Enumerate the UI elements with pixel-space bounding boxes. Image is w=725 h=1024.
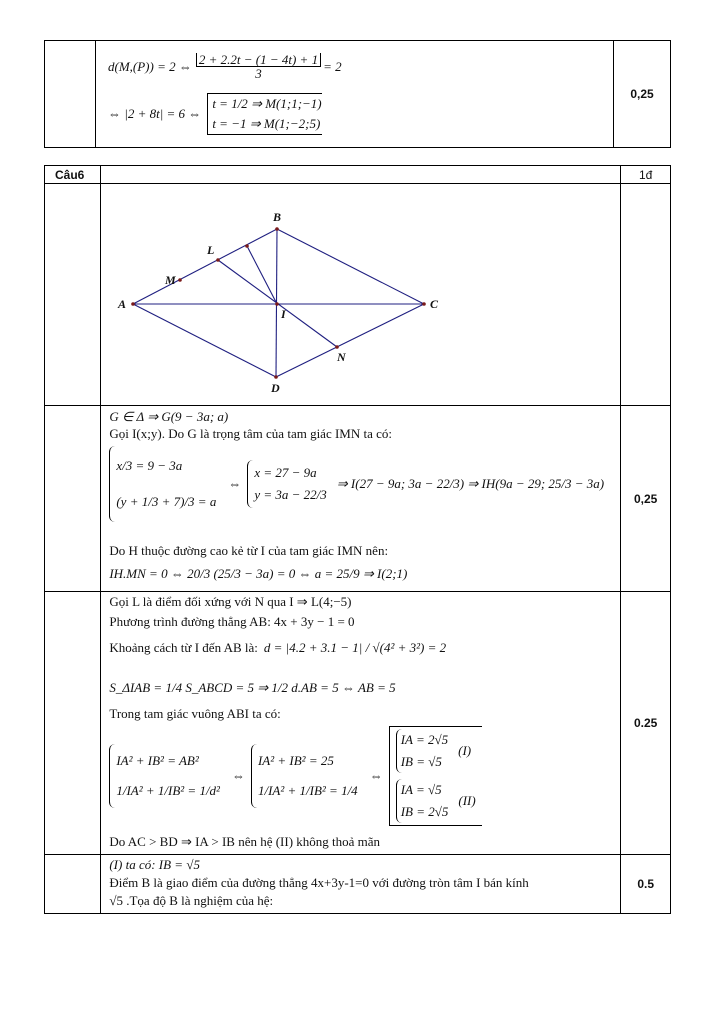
rhombus-figure xyxy=(101,184,620,405)
cau6-title-blank xyxy=(101,166,621,184)
p3-left-cell xyxy=(45,855,101,914)
edge-da xyxy=(133,304,276,377)
label-i: I xyxy=(281,307,287,321)
p2-line3: Khoảng cách từ I đến AB là: d = |4.2 + 3.1 − 1| / √(4² + 3²) = 2 xyxy=(109,640,447,655)
p1-line2: Gọi I(x;y). Do G là trọng tâm của tam giác IMN ta có: xyxy=(109,426,393,441)
distance-equation: d(M,(P)) = 2 ⇔ $\frac{2 + 2.2t - (1 - 4t) + 1}{3}$ = 2 xyxy=(108,52,342,81)
p2-line4: S_ΔIAB = 1/4 S_ABCD = 5 ⇒ 1/2 d.AB = 5 ⇔ AB = 5 xyxy=(109,680,396,695)
label-c: C xyxy=(430,297,439,311)
label-b: B xyxy=(273,210,282,224)
cau6-points: 1đ xyxy=(621,166,671,184)
p2-line5: Trong tam giác vuông ABI ta có: xyxy=(109,706,281,721)
segment-i-ab xyxy=(247,246,277,304)
label-n: N xyxy=(337,350,347,364)
label-l: L xyxy=(207,243,215,257)
fig-score-cell xyxy=(621,184,671,406)
edge-bc xyxy=(277,229,424,304)
p2-systems: IA² + IB² = AB² 1/IA² + 1/IB² = 1/d² ⇔ IA² + IB² = 25 1/IA² + 1/IB² = 1/4 ⇔ IA = 2√5 IB = √5 (I) IA = √5 IB = 2√5 (II) xyxy=(109,726,481,826)
top-left-cell xyxy=(45,41,96,148)
p2-score: 0.25 xyxy=(621,592,671,855)
p3-line1: (I) ta có: IB = √5 xyxy=(109,857,200,872)
p1-line4: Do H thuộc đường cao kẻ từ I của tam giác IMN nên: xyxy=(109,543,389,558)
p1-system: x/3 = 9 − 3a (y + 1/3 + 7)/3 = a ⇔ x = 27 − 9a y = 3a − 22/3 ⇒ I(27 − 9a; 3a − 22/3) ⇒ IH(9a − 29; 25/3 − 3a) xyxy=(109,446,604,522)
part1-cell xyxy=(101,406,621,592)
label-d: D xyxy=(271,381,281,395)
top-score: 0,25 xyxy=(614,41,671,148)
p3-line2: Điểm B là giao điểm của đường thẳng 4x+3y-1=0 với đường tròn tâm I bán kính xyxy=(109,875,529,890)
p2-left-cell xyxy=(45,592,101,855)
part3-cell xyxy=(101,855,621,914)
p1-score: 0,25 xyxy=(621,406,671,592)
p2-line2: Phương trình đường thẳng AB: 4x + 3y − 1 = 0 xyxy=(109,614,355,629)
abs-equation: ⇔ |2 + 8t| = 6 ⇔ t = 1/2 ⇒ M(1;1;−1) t = −1 ⇒ M(1;−2;5) xyxy=(108,93,322,135)
figure-cell xyxy=(101,184,621,406)
p2-line1: Gọi L là điểm đối xứng với N qua I ⇒ L(4;−5) xyxy=(109,594,352,609)
p2-line7: Do AC > BD ⇒ IA > IB nên hệ (II) không thoả mãn xyxy=(109,834,381,849)
p1-left-cell xyxy=(45,406,101,592)
cau6-title: Câu6 xyxy=(45,166,101,184)
cau6-table xyxy=(44,165,671,914)
label-a: A xyxy=(118,297,127,311)
label-m: M xyxy=(165,273,177,287)
p3-line3: √5 .Tọa độ B là nghiệm của hệ: xyxy=(109,893,274,908)
edge-ab xyxy=(133,229,277,304)
p1-line5: IH.MN = 0 ⇔ 20/3 (25/3 − 3a) = 0 ⇔ a = 25/9 ⇒ I(2;1) xyxy=(109,566,408,581)
edge-cd xyxy=(276,304,424,377)
p1-line1: G ∈ Δ ⇒ G(9 − 3a; a) xyxy=(109,409,229,424)
top-content-cell xyxy=(96,41,614,148)
part2-cell xyxy=(101,592,621,855)
top-table xyxy=(44,40,671,148)
fig-left-cell xyxy=(45,184,101,406)
p3-score: 0.5 xyxy=(621,855,671,914)
